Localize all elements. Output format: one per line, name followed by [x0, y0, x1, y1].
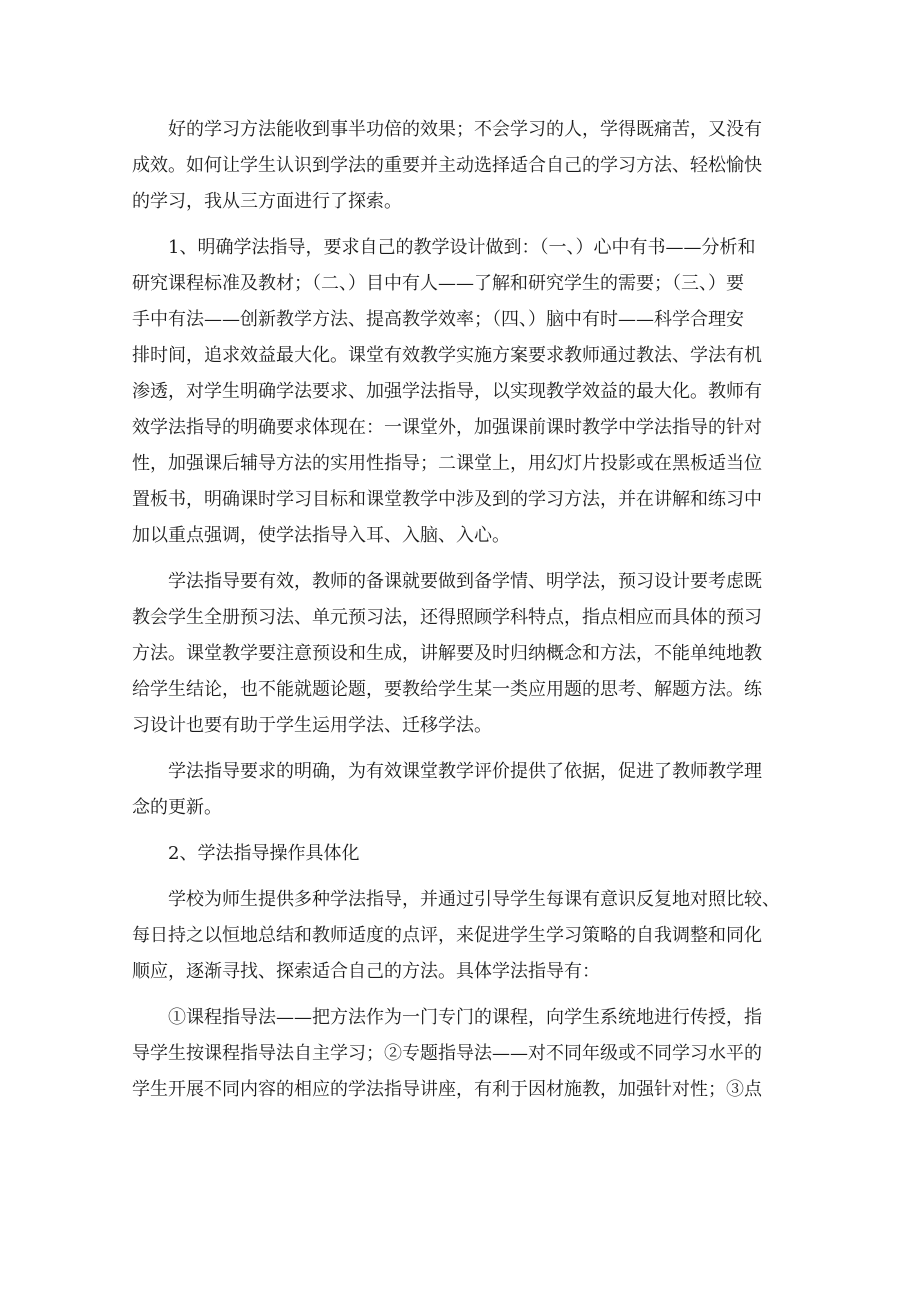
text-line: 学法指导要有效，教师的备课就要做到备学情、明学法，预习设计要考虑既 [168, 571, 762, 592]
text-line: 学法指导要求的明确，为有效课堂教学评价提供了依据，促进了教师教学理 [168, 761, 762, 782]
text-line: 效学法指导的明确要求体现在：一课堂外，加强课前课时教学中学法指导的针对 [132, 417, 762, 438]
text-line: 1、明确学法指导，要求自己的教学设计做到：（一、）心中有书——分析和 [168, 237, 756, 258]
text-line: 研究课程标准及教材；（二、）目中有人——了解和研究学生的需要；（三、）要 [132, 273, 744, 294]
paragraph-section-1 [132, 230, 798, 554]
text-line: 学生开展不同内容的相应的学法指导讲座，有利于因材施教，加强针对性；③点 [132, 1079, 762, 1100]
text-line: 性，加强课后辅导方法的实用性指导；二课堂上，用幻灯片投影或在黑板适当位 [132, 453, 762, 474]
paragraph-effective-guidance [132, 564, 798, 744]
text-line: 成效。如何让学生认识到学法的重要并主动选择适合自己的学习方法、轻松愉快 [132, 155, 762, 176]
text-line: 导学生按课程指导法自主学习；②专题指导法——对不同年级或不同学习水平的 [132, 1043, 762, 1064]
text-line: 加以重点强调，使学法指导入耳、入脑、入心。 [132, 525, 510, 546]
text-line: 习设计也要有助于学生运用学法、迁移学法。 [132, 715, 492, 736]
text-line: 方法。课堂教学要注意预设和生成，讲解要及时归纳概念和方法，不能单纯地教 [132, 643, 762, 664]
text-line: 置板书，明确课时学习目标和课堂教学中涉及到的学习方法，并在讲解和练习中 [132, 489, 762, 510]
text-line: 渗透，对学生明确学法要求、加强学法指导，以实现教学效益的最大化。教师有 [132, 381, 762, 402]
text-line: 好的学习方法能收到事半功倍的效果；不会学习的人，学得既痛苦，又没有 [168, 119, 762, 140]
paragraph-intro [132, 112, 798, 220]
paragraph-school-guidance [132, 882, 798, 990]
text-line: 学校为师生提供多种学法指导，并通过引导学生每课有意识反复地对照比较、 [168, 889, 780, 910]
text-line: 2、学法指导操作具体化 [168, 843, 360, 864]
text-line: 顺应，逐渐寻找、探索适合自己的方法。具体学法指导有： [132, 961, 600, 982]
text-line: 给学生结论，也不能就题论题，要教给学生某一类应用题的思考、解题方法。练 [132, 679, 762, 700]
paragraph-evaluation-basis [132, 754, 798, 826]
text-line: 教会学生全册预习法、单元预习法，还得照顾学科特点，指点相应而具体的预习 [132, 607, 762, 628]
paragraph-methods-list [132, 1000, 798, 1108]
section-heading-2 [132, 836, 798, 872]
document-body [132, 112, 798, 1118]
text-line: 的学习，我从三方面进行了探索。 [132, 191, 402, 212]
text-line: 念的更新。 [132, 797, 222, 818]
text-line: ①课程指导法——把方法作为一门专门的课程，向学生系统地进行传授，指 [168, 1007, 762, 1028]
text-line: 每日持之以恒地总结和教师适度的点评，来促进学生学习策略的自我调整和同化 [132, 925, 762, 946]
text-line: 排时间，追求效益最大化。课堂有效教学实施方案要求教师通过教法、学法有机 [132, 345, 762, 366]
text-line: 手中有法——创新教学方法、提高教学效率；（四、）脑中有时——科学合理安 [132, 309, 744, 330]
